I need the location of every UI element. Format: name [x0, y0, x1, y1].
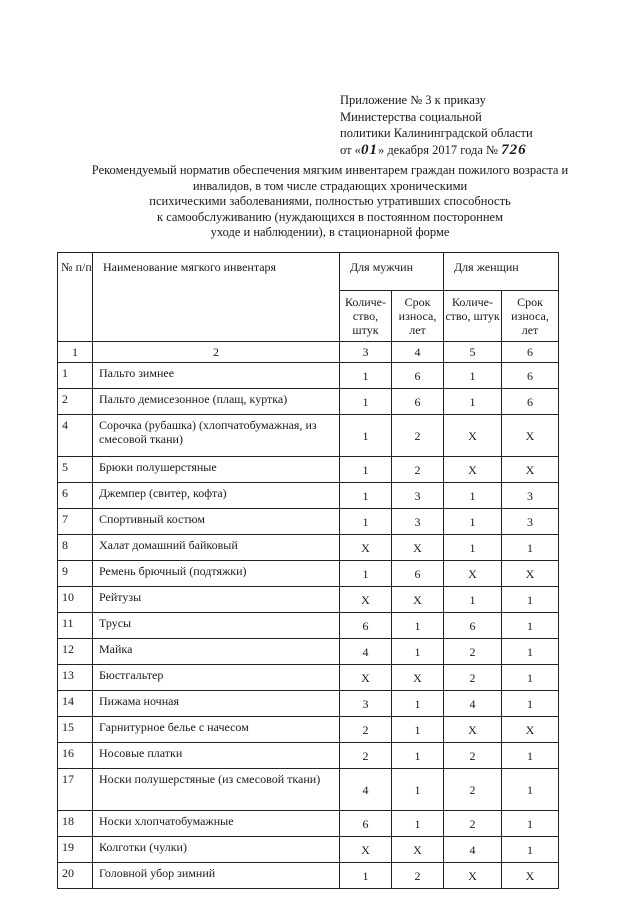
- row-number: 7: [58, 509, 93, 535]
- title-line: к самообслуживанию (нуждающихся в постоянном постороннем: [157, 209, 503, 224]
- row-number: 2: [58, 389, 93, 415]
- title-line: Рекомендуемый норматив обеспечения мягким инвентарем граждан пожилого возраста и: [91, 163, 569, 177]
- region-line: политики Калининградской области: [340, 126, 533, 140]
- women-quantity: 1: [444, 509, 502, 535]
- inventory-norms-table: [57, 252, 559, 889]
- item-name: Трусы: [93, 613, 340, 639]
- women-wear-term: 1: [502, 691, 559, 717]
- index-cell: 3: [340, 342, 392, 363]
- item-name: Носки хлопчатобумажные: [93, 811, 340, 837]
- item-name: Спортивный костюм: [93, 509, 340, 535]
- women-quantity: 1: [444, 535, 502, 561]
- women-quantity: X: [444, 863, 502, 889]
- row-number: 6: [58, 483, 93, 509]
- women-wear-term: 1: [502, 811, 559, 837]
- item-name: Халат домашний байковый: [93, 535, 340, 561]
- women-quantity: 1: [444, 363, 502, 389]
- item-name: Пальто зимнее: [93, 363, 340, 389]
- women-wear-term: X: [502, 717, 559, 743]
- item-name: Джемпер (свитер, кофта): [93, 483, 340, 509]
- men-wear-term: 1: [392, 613, 444, 639]
- appendix-line: Приложение № 3 к приказу: [340, 93, 486, 107]
- men-wear-term: 6: [392, 389, 444, 415]
- item-name: Брюки полушерстяные: [93, 457, 340, 483]
- men-wear-term: 1: [392, 691, 444, 717]
- men-quantity: 1: [340, 561, 392, 587]
- row-number: 14: [58, 691, 93, 717]
- row-number: 18: [58, 811, 93, 837]
- index-cell: 6: [502, 342, 559, 363]
- men-wear-term: 6: [392, 561, 444, 587]
- women-wear-term: X: [502, 457, 559, 483]
- men-wear-term: 1: [392, 769, 444, 811]
- women-wear-term: X: [502, 561, 559, 587]
- men-quantity: X: [340, 665, 392, 691]
- row-number: 15: [58, 717, 93, 743]
- date-mid: » декабря 2017 года №: [377, 142, 498, 157]
- women-quantity: 2: [444, 665, 502, 691]
- col-header-men-qty: Количе-ство, штук: [340, 291, 392, 342]
- date-prefix: от «: [340, 142, 361, 157]
- item-name: Бюстгальтер: [93, 665, 340, 691]
- men-quantity: 1: [340, 415, 392, 457]
- row-number: 10: [58, 587, 93, 613]
- table-row: [58, 769, 559, 811]
- table-row: [58, 811, 559, 837]
- women-quantity: 1: [444, 389, 502, 415]
- women-wear-term: 3: [502, 509, 559, 535]
- row-number: 17: [58, 769, 93, 811]
- order-number: 726: [501, 141, 527, 158]
- index-cell: 1: [58, 342, 93, 363]
- men-wear-term: 1: [392, 717, 444, 743]
- table-row: [58, 863, 559, 889]
- women-wear-term: 1: [502, 743, 559, 769]
- item-name: Рейтузы: [93, 587, 340, 613]
- women-quantity: 1: [444, 483, 502, 509]
- men-wear-term: 1: [392, 639, 444, 665]
- col-header-men: Для мужчин: [340, 253, 444, 291]
- women-wear-term: 6: [502, 363, 559, 389]
- men-quantity: X: [340, 535, 392, 561]
- women-quantity: 4: [444, 837, 502, 863]
- item-name: Носки полушерстяные (из смесовой ткани): [93, 769, 340, 811]
- men-quantity: 1: [340, 457, 392, 483]
- col-header-women-qty: Количе-ство, штук: [444, 291, 502, 342]
- index-cell: 5: [444, 342, 502, 363]
- men-wear-term: X: [392, 587, 444, 613]
- title-line: уходе и наблюдении), в стационарной форме: [210, 225, 450, 239]
- men-quantity: X: [340, 587, 392, 613]
- item-name: Носовые платки: [93, 743, 340, 769]
- col-header-number: № п/п: [58, 253, 93, 342]
- row-number: 19: [58, 837, 93, 863]
- table-row: [58, 587, 559, 613]
- order-date-line: [340, 142, 533, 159]
- table-row: [58, 639, 559, 665]
- table-row: [58, 535, 559, 561]
- item-name: Пижама ночная: [93, 691, 340, 717]
- women-quantity: 2: [444, 743, 502, 769]
- women-quantity: 1: [444, 587, 502, 613]
- table-row: [58, 509, 559, 535]
- women-wear-term: X: [502, 863, 559, 889]
- men-wear-term: 3: [392, 483, 444, 509]
- men-quantity: 6: [340, 613, 392, 639]
- women-wear-term: 1: [502, 613, 559, 639]
- men-quantity: 1: [340, 363, 392, 389]
- row-number: 5: [58, 457, 93, 483]
- men-wear-term: X: [392, 665, 444, 691]
- document-title: [70, 163, 590, 241]
- men-quantity: 4: [340, 769, 392, 811]
- men-quantity: 2: [340, 717, 392, 743]
- col-header-men-term: Срок износа, лет: [392, 291, 444, 342]
- table-row: [58, 665, 559, 691]
- men-wear-term: 1: [392, 811, 444, 837]
- women-quantity: X: [444, 561, 502, 587]
- item-name: Колготки (чулки): [93, 837, 340, 863]
- women-wear-term: 1: [502, 665, 559, 691]
- women-wear-term: 1: [502, 837, 559, 863]
- men-quantity: X: [340, 837, 392, 863]
- men-wear-term: 3: [392, 509, 444, 535]
- order-reference: [340, 92, 533, 158]
- row-number: 1: [58, 363, 93, 389]
- row-number: 4: [58, 415, 93, 457]
- table-row: [58, 483, 559, 509]
- men-quantity: 1: [340, 483, 392, 509]
- men-quantity: 1: [340, 389, 392, 415]
- table-row: [58, 691, 559, 717]
- women-quantity: 6: [444, 613, 502, 639]
- item-name: Майка: [93, 639, 340, 665]
- title-line: психическими заболеваниями, полностью утративших способность: [149, 194, 511, 208]
- row-number: 13: [58, 665, 93, 691]
- men-wear-term: 2: [392, 863, 444, 889]
- women-quantity: 2: [444, 639, 502, 665]
- women-quantity: 4: [444, 691, 502, 717]
- men-quantity: 2: [340, 743, 392, 769]
- women-quantity: 2: [444, 811, 502, 837]
- col-header-name: Наименование мягкого инвентаря: [93, 253, 340, 342]
- row-number: 20: [58, 863, 93, 889]
- men-wear-term: 2: [392, 415, 444, 457]
- table-row: [58, 457, 559, 483]
- men-quantity: 1: [340, 863, 392, 889]
- women-quantity: X: [444, 717, 502, 743]
- table-row: [58, 743, 559, 769]
- row-number: 8: [58, 535, 93, 561]
- women-wear-term: 1: [502, 639, 559, 665]
- men-wear-term: 2: [392, 457, 444, 483]
- row-number: 16: [58, 743, 93, 769]
- women-quantity: X: [444, 415, 502, 457]
- men-wear-term: X: [392, 535, 444, 561]
- table-row: [58, 837, 559, 863]
- row-number: 9: [58, 561, 93, 587]
- row-number: 11: [58, 613, 93, 639]
- women-quantity: 2: [444, 769, 502, 811]
- men-wear-term: 6: [392, 363, 444, 389]
- col-header-women-term: Срок износа, лет: [502, 291, 559, 342]
- item-name: Пальто демисезонное (плащ, куртка): [93, 389, 340, 415]
- men-quantity: 1: [340, 509, 392, 535]
- women-wear-term: 3: [502, 483, 559, 509]
- item-name: Сорочка (рубашка) (хлопчатобумажная, из смесовой ткани): [93, 415, 340, 457]
- men-quantity: 3: [340, 691, 392, 717]
- index-cell: 4: [392, 342, 444, 363]
- row-number: 12: [58, 639, 93, 665]
- table-row: [58, 717, 559, 743]
- table-row: [58, 415, 559, 457]
- index-cell: 2: [93, 342, 340, 363]
- table-row: [58, 363, 559, 389]
- men-wear-term: 1: [392, 743, 444, 769]
- women-wear-term: 1: [502, 769, 559, 811]
- women-wear-term: 1: [502, 535, 559, 561]
- item-name: Гарнитурное белье с начесом: [93, 717, 340, 743]
- item-name: Ремень брючный (подтяжки): [93, 561, 340, 587]
- title-line: инвалидов, в том числе страдающих хроническими: [192, 178, 468, 193]
- table-body: [58, 363, 559, 889]
- ministry-line: Министерства социальной: [340, 109, 482, 124]
- women-wear-term: 6: [502, 389, 559, 415]
- women-quantity: X: [444, 457, 502, 483]
- women-wear-term: X: [502, 415, 559, 457]
- men-quantity: 6: [340, 811, 392, 837]
- table-row: [58, 561, 559, 587]
- date-day: 01: [360, 141, 378, 158]
- col-header-women: Для женщин: [444, 253, 559, 291]
- women-wear-term: 1: [502, 587, 559, 613]
- table-row: [58, 389, 559, 415]
- men-wear-term: X: [392, 837, 444, 863]
- item-name: Головной убор зимний: [93, 863, 340, 889]
- men-quantity: 4: [340, 639, 392, 665]
- table-row: [58, 613, 559, 639]
